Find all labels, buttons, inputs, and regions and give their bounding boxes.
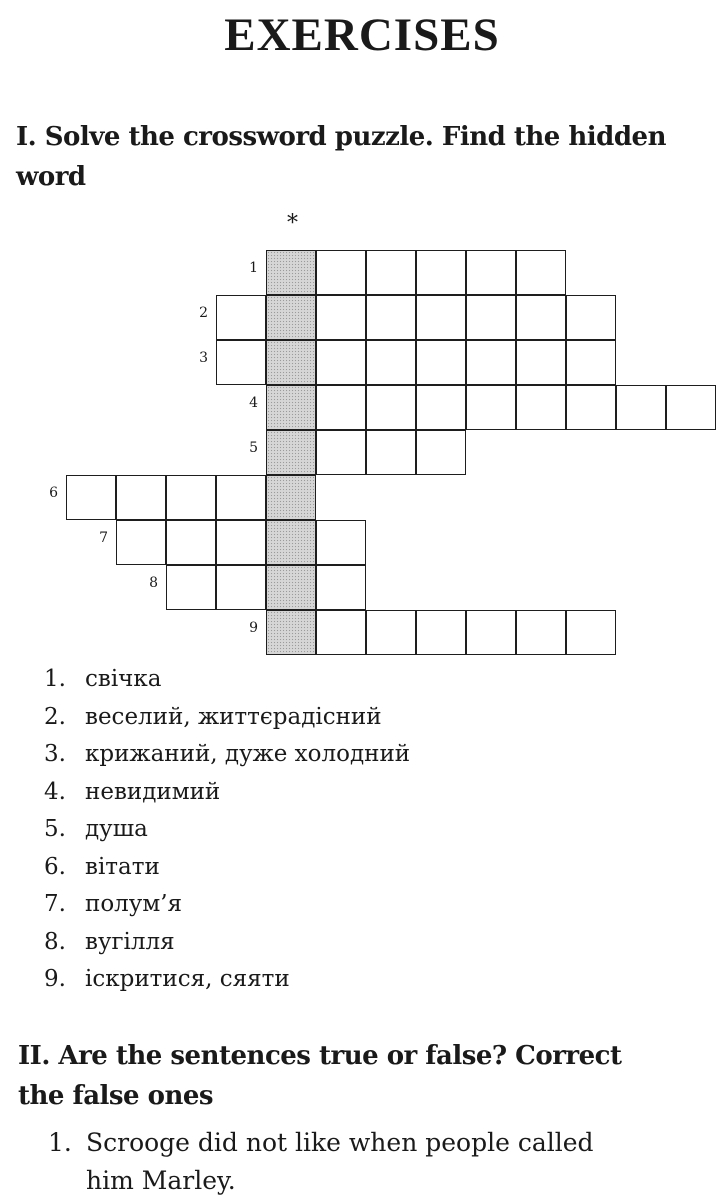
crossword-cell (416, 250, 466, 295)
section-1-heading-line: I. Solve the crossword puzzle. Find the hidden (16, 122, 666, 152)
crossword-cell (216, 340, 266, 385)
clue-text: вугілля (85, 928, 175, 955)
crossword-row-number: 5 (249, 440, 258, 456)
crossword-cell (216, 565, 266, 610)
clue-text: вітати (85, 853, 160, 880)
section-1-heading-line: word (16, 162, 86, 192)
crossword-row-number: 1 (249, 260, 258, 276)
crossword-cell (166, 520, 216, 565)
clue-text: іскритися, сяяти (85, 966, 290, 992)
section-2-heading-line: II. Are the sentences true or false? Correct (18, 1041, 622, 1071)
clue-item (44, 736, 410, 774)
crossword-cell (316, 385, 366, 430)
crossword-cell (366, 610, 416, 655)
crossword-cell (566, 295, 616, 340)
clue-number: 3. (44, 741, 66, 767)
clue-list (44, 661, 410, 999)
hidden-word-cell (266, 250, 316, 295)
page-title: EXERCISES (224, 9, 500, 61)
hidden-word-cell (266, 610, 316, 655)
clue-item (44, 699, 410, 737)
clue-text: полум’я (85, 891, 183, 917)
crossword-cell (416, 385, 466, 430)
crossword-cell (516, 295, 566, 340)
hidden-word-cell (266, 520, 316, 565)
sentence-text-continued: him Marley. (86, 1166, 236, 1195)
crossword-cell (666, 385, 716, 430)
crossword-cell (316, 610, 366, 655)
crossword-cell (466, 295, 516, 340)
crossword-row-number: 9 (249, 620, 258, 636)
section-2-heading (18, 1036, 622, 1116)
crossword-row-number: 8 (149, 575, 158, 591)
crossword-cell (316, 295, 366, 340)
clue-text: невидимий (85, 778, 221, 805)
crossword-cell (616, 385, 666, 430)
crossword-cell (216, 475, 266, 520)
sentence-text: Scrooge did not like when people called (86, 1128, 594, 1157)
crossword-cell (366, 340, 416, 385)
section-2-heading-line: the false ones (18, 1081, 214, 1111)
crossword-cell (66, 475, 116, 520)
crossword-row-number: 7 (99, 530, 108, 546)
hidden-word-marker: * (287, 211, 298, 236)
clue-item (44, 961, 410, 999)
hidden-word-cell (266, 430, 316, 475)
crossword-cell (316, 250, 366, 295)
crossword-cell (566, 340, 616, 385)
crossword-cell (316, 430, 366, 475)
clue-text: свічка (85, 666, 162, 692)
crossword-cell (466, 250, 516, 295)
crossword-cell (216, 295, 266, 340)
clue-item (44, 661, 410, 699)
clue-item (44, 849, 410, 887)
crossword-cell (566, 385, 616, 430)
crossword-cell (466, 610, 516, 655)
crossword-cell (316, 520, 366, 565)
clue-number: 1. (44, 666, 66, 692)
crossword-cell (316, 340, 366, 385)
hidden-word-cell (266, 475, 316, 520)
crossword-cell (466, 385, 516, 430)
clue-text: душа (85, 816, 148, 842)
crossword-cell (216, 520, 266, 565)
crossword-cell (516, 385, 566, 430)
crossword-cell (516, 340, 566, 385)
sentence-item (48, 1124, 724, 1200)
clue-number: 8. (44, 928, 66, 955)
crossword-row-number: 6 (49, 485, 58, 501)
clue-text: крижаний, дуже холодний (85, 741, 411, 767)
crossword-cell (366, 295, 416, 340)
hidden-word-cell (266, 340, 316, 385)
clue-item (44, 811, 410, 849)
crossword-cell (166, 475, 216, 520)
crossword-cell (466, 340, 516, 385)
crossword-row-number: 3 (199, 350, 208, 366)
crossword-cell (516, 250, 566, 295)
crossword-row-number: 2 (199, 305, 208, 321)
clue-number: 7. (44, 891, 66, 917)
clue-number: 9. (44, 966, 66, 992)
clue-text: веселий, життєрадісний (85, 703, 382, 730)
crossword-cell (416, 295, 466, 340)
crossword-cell (416, 430, 466, 475)
crossword-cell (366, 430, 416, 475)
crossword-cell (566, 610, 616, 655)
crossword-row-number: 4 (249, 395, 258, 411)
crossword-cell (116, 520, 166, 565)
hidden-word-cell (266, 565, 316, 610)
crossword-cell (316, 565, 366, 610)
clue-number: 4. (44, 778, 66, 805)
crossword-cell (366, 250, 416, 295)
sentence-number: 1. (48, 1128, 72, 1157)
crossword-cell (416, 340, 466, 385)
clue-number: 6. (44, 853, 66, 880)
crossword-cell (366, 385, 416, 430)
crossword-cell (116, 475, 166, 520)
hidden-word-cell (266, 295, 316, 340)
clue-item (44, 774, 410, 812)
sentence-list (48, 1124, 724, 1200)
crossword-cell (416, 610, 466, 655)
clue-number: 5. (44, 816, 66, 842)
crossword-cell (166, 565, 216, 610)
crossword-cell (516, 610, 566, 655)
clue-item (44, 886, 410, 924)
clue-number: 2. (44, 703, 66, 730)
clue-item (44, 924, 410, 962)
hidden-word-cell (266, 385, 316, 430)
